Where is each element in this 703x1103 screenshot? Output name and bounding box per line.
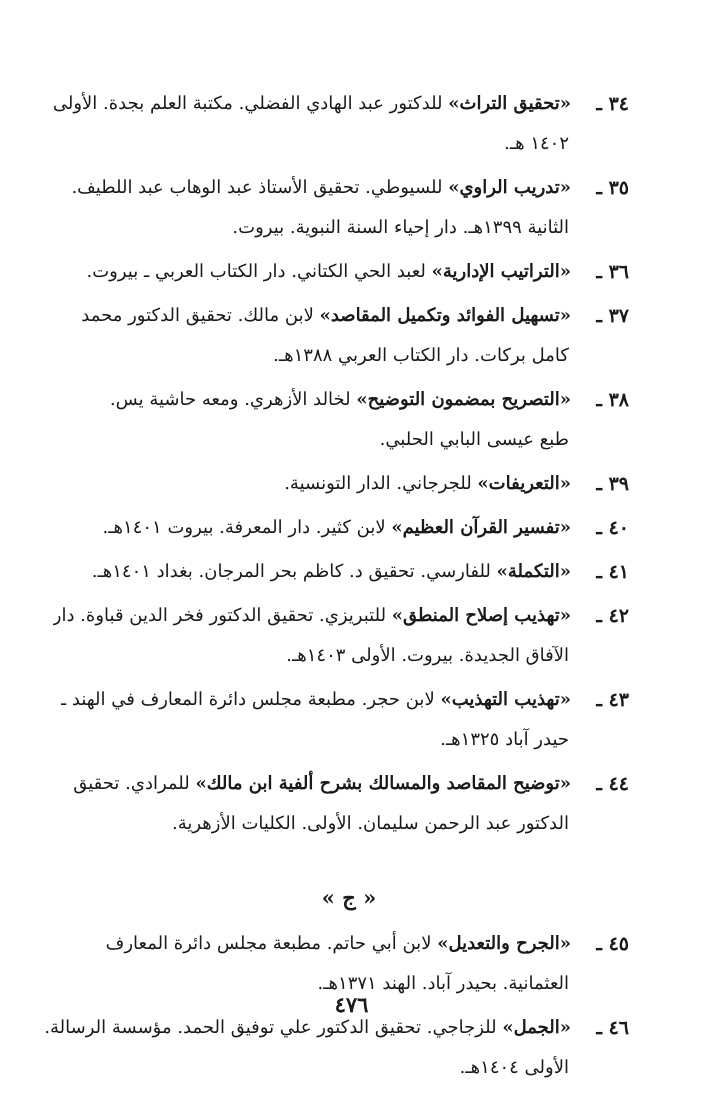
entry-title: «التكملة» [496,561,571,582]
bibliography-entry [69,764,629,844]
entry-details: لعبد الحي الكتاني. دار الكتاب العربي ـ بيروت. [86,261,432,282]
entry-number: ٤٠ ـ [596,517,629,539]
entry-body [69,252,571,292]
bibliography-entry [52,596,629,676]
bibliography-entry [69,552,629,592]
entry-body [69,552,571,592]
entry-continuation: الأولى ١٤٠٤هـ. [459,1057,569,1078]
entry-title: «الجرح والتعديل» [437,933,571,954]
bibliography-entry [69,508,629,548]
entry-title: «تدريب الراوي» [448,177,571,198]
entry-number: ٣٥ ـ [596,177,629,199]
entry-details: للمرادي. تحقيق [73,773,196,794]
entry-number: ٤٤ ـ [596,773,629,795]
entry-continuation: طبع عيسى البابي الحلبي. [379,429,569,450]
entry-first-line [53,596,571,636]
entry-title: «التراتيب الإدارية» [431,261,571,282]
entry-first-line [69,168,571,208]
bibliography-entry [69,168,629,248]
entry-title: «توضيح المقاصد والمسالك بشرح ألفية ابن مالك» [195,773,571,794]
bibliography-list [44,84,629,1092]
entry-continuation: الآفاق الجديدة. بيروت. الأولى ١٤٠٣هـ. [286,645,569,666]
entry-details: لابن حجر. مطبعة مجلس دائرة المعارف في الهند ـ [60,689,441,710]
entry-details: للفارسي. تحقيق د. كاظم بحر المرجان. بغداد ١٤٠١هـ. [91,561,497,582]
bibliography-entry [52,84,629,164]
entry-title: «تحقيق التراث» [448,93,571,114]
bibliography-entry [44,1008,629,1088]
bibliography-entry [69,464,629,504]
bibliography-entry [69,380,629,460]
entry-title: «تسهيل الفوائد وتكميل المقاصد» [319,305,571,326]
entry-title: «تهذيب إصلاح المنطق» [391,605,571,626]
entry-continuation: الدكتور عبد الرحمن سليمان. الأولى. الكليات الأزهرية. [171,813,569,834]
entry-number: ٤٣ ـ [596,689,629,711]
entry-body [69,464,571,504]
entry-first-line [69,464,571,504]
entry-details: لخالد الأزهري. ومعه حاشية يس. [109,389,357,410]
entry-number: ٤١ ـ [596,561,629,583]
entry-first-line [69,508,571,548]
entry-number: ٤٥ ـ [596,933,629,955]
entry-number: ٣٩ ـ [596,473,629,495]
entry-body [69,764,571,844]
entry-number: ٣٦ ـ [596,261,629,283]
entry-continuation: الثانية ١٣٩٩هـ. دار إحياء السنة النبوية. بيروت. [232,217,569,238]
entry-details: للتبريزي. تحقيق الدكتور فخر الدين قباوة. دار [52,605,392,626]
entry-title: «تهذيب التهذيب» [440,689,571,710]
entry-continuation: حيدر آباد ١٣٢٥هـ. [440,729,569,750]
entry-details: لابن مالك. تحقيق الدكتور محمد [81,305,320,326]
entry-details: للزجاجي. تحقيق الدكتور علي توفيق الحمد. مؤسسة الرسالة. [44,1017,503,1038]
entry-number: ٣٧ ـ [596,305,629,327]
entry-details: للجرجاني. الدار التونسية. [284,473,478,494]
entry-number: ٣٨ ـ [596,389,629,411]
entry-body [53,84,571,164]
bibliography-entry [69,296,629,376]
entry-first-line [69,380,571,420]
entry-continuation: العثمانية. بحيدر آباد. الهند ١٣٧١هـ. [317,973,569,994]
entry-body [69,380,571,460]
entry-first-line [69,552,571,592]
page-number: ٤٧٦ [334,992,369,1017]
entry-first-line [53,84,571,124]
entry-title: «تفسير القرآن العظيم» [391,517,571,538]
entry-body [69,508,571,548]
entry-continuation: ١٤٠٢ هـ. [504,133,569,154]
bibliography-entry [60,680,629,760]
entry-title: «الجمل» [502,1017,571,1038]
entry-first-line [69,252,571,292]
entry-first-line [61,680,571,720]
entry-body [61,680,571,760]
entry-title: «التعريفات» [477,473,571,494]
entry-details: للدكتور عبد الهادي الفضلي. مكتبة العلم بجدة. الأولى [52,93,449,114]
entry-details: لابن أبي حاتم. مطبعة مجلس دائرة المعارف [105,933,438,954]
entry-body [69,168,571,248]
entry-body [44,1008,571,1088]
entry-continuation: كامل بركات. دار الكتاب العربي ١٣٨٨هـ. [273,345,569,366]
entry-body [69,296,571,376]
entry-number: ٤٦ ـ [596,1017,629,1039]
entry-details: للسيوطي. تحقيق الأستاذ عبد الوهاب عبد اللطيف. [71,177,449,198]
bibliography-entry [69,252,629,292]
section-heading: « ج » [321,885,377,910]
entry-title: «التصريح بمضمون التوضيح» [356,389,571,410]
entry-number: ٤٢ ـ [596,605,629,627]
entry-body [53,596,571,676]
entry-number: ٣٤ ـ [596,93,629,115]
entry-details: لابن كثير. دار المعرفة. بيروت ١٤٠١هـ. [102,517,392,538]
entry-first-line [69,296,571,336]
entry-first-line [69,924,571,964]
entry-first-line [69,764,571,804]
